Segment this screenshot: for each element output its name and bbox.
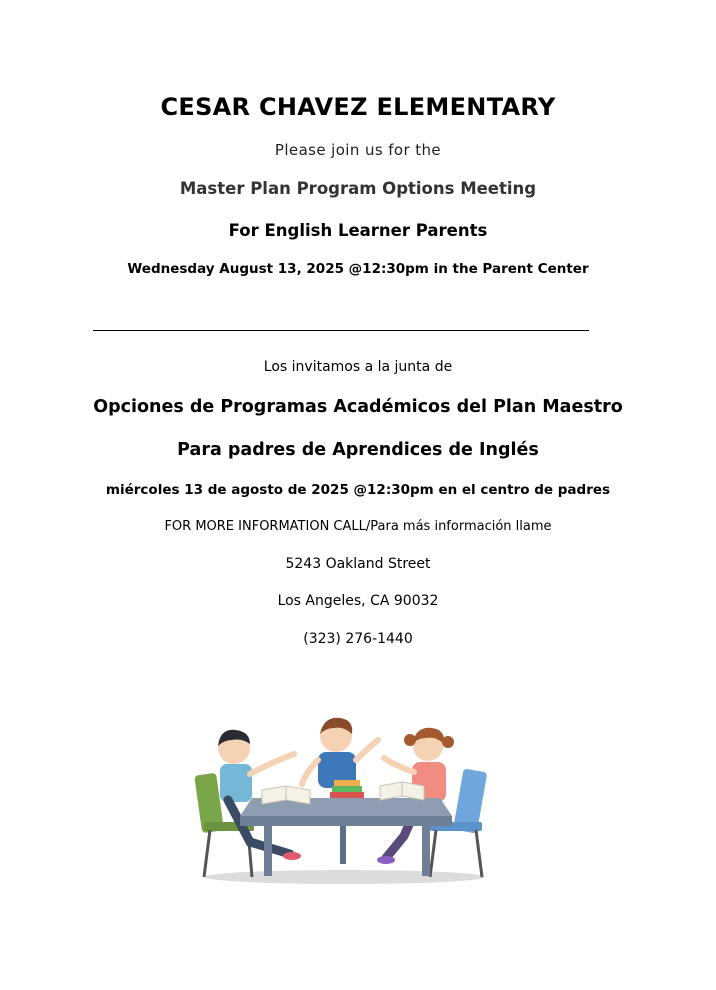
contact-info-label: FOR MORE INFORMATION CALL/Para más información llame xyxy=(164,519,552,534)
spanish-invite-text: Los invitamos a la junta de xyxy=(263,359,453,375)
spanish-date-time: miércoles 13 de agosto de 2025 @12:30pm en el centro de padres xyxy=(105,482,611,498)
english-audience: For English Learner Parents xyxy=(228,221,488,240)
table xyxy=(240,798,452,876)
contact-street: 5243 Oakland Street xyxy=(285,556,431,572)
spanish-audience: Para padres de Aprendices de Inglés xyxy=(177,440,539,460)
contact-phone: (323) 276-1440 xyxy=(303,631,413,647)
children-studying-at-table-illustration xyxy=(190,712,500,887)
school-title: CESAR CHAVEZ ELEMENTARY xyxy=(160,93,556,121)
spanish-meeting-title: Opciones de Programas Académicos del Plan Maestro xyxy=(93,397,623,417)
contact-city: Los Angeles, CA 90032 xyxy=(277,593,439,609)
english-invite-text: Please join us for the xyxy=(274,141,442,159)
english-date-time: Wednesday August 13, 2025 @12:30pm in the Parent Center xyxy=(127,261,589,277)
language-divider xyxy=(93,330,589,331)
english-meeting-title: Master Plan Program Options Meeting xyxy=(179,179,537,198)
middle-child xyxy=(302,718,378,788)
